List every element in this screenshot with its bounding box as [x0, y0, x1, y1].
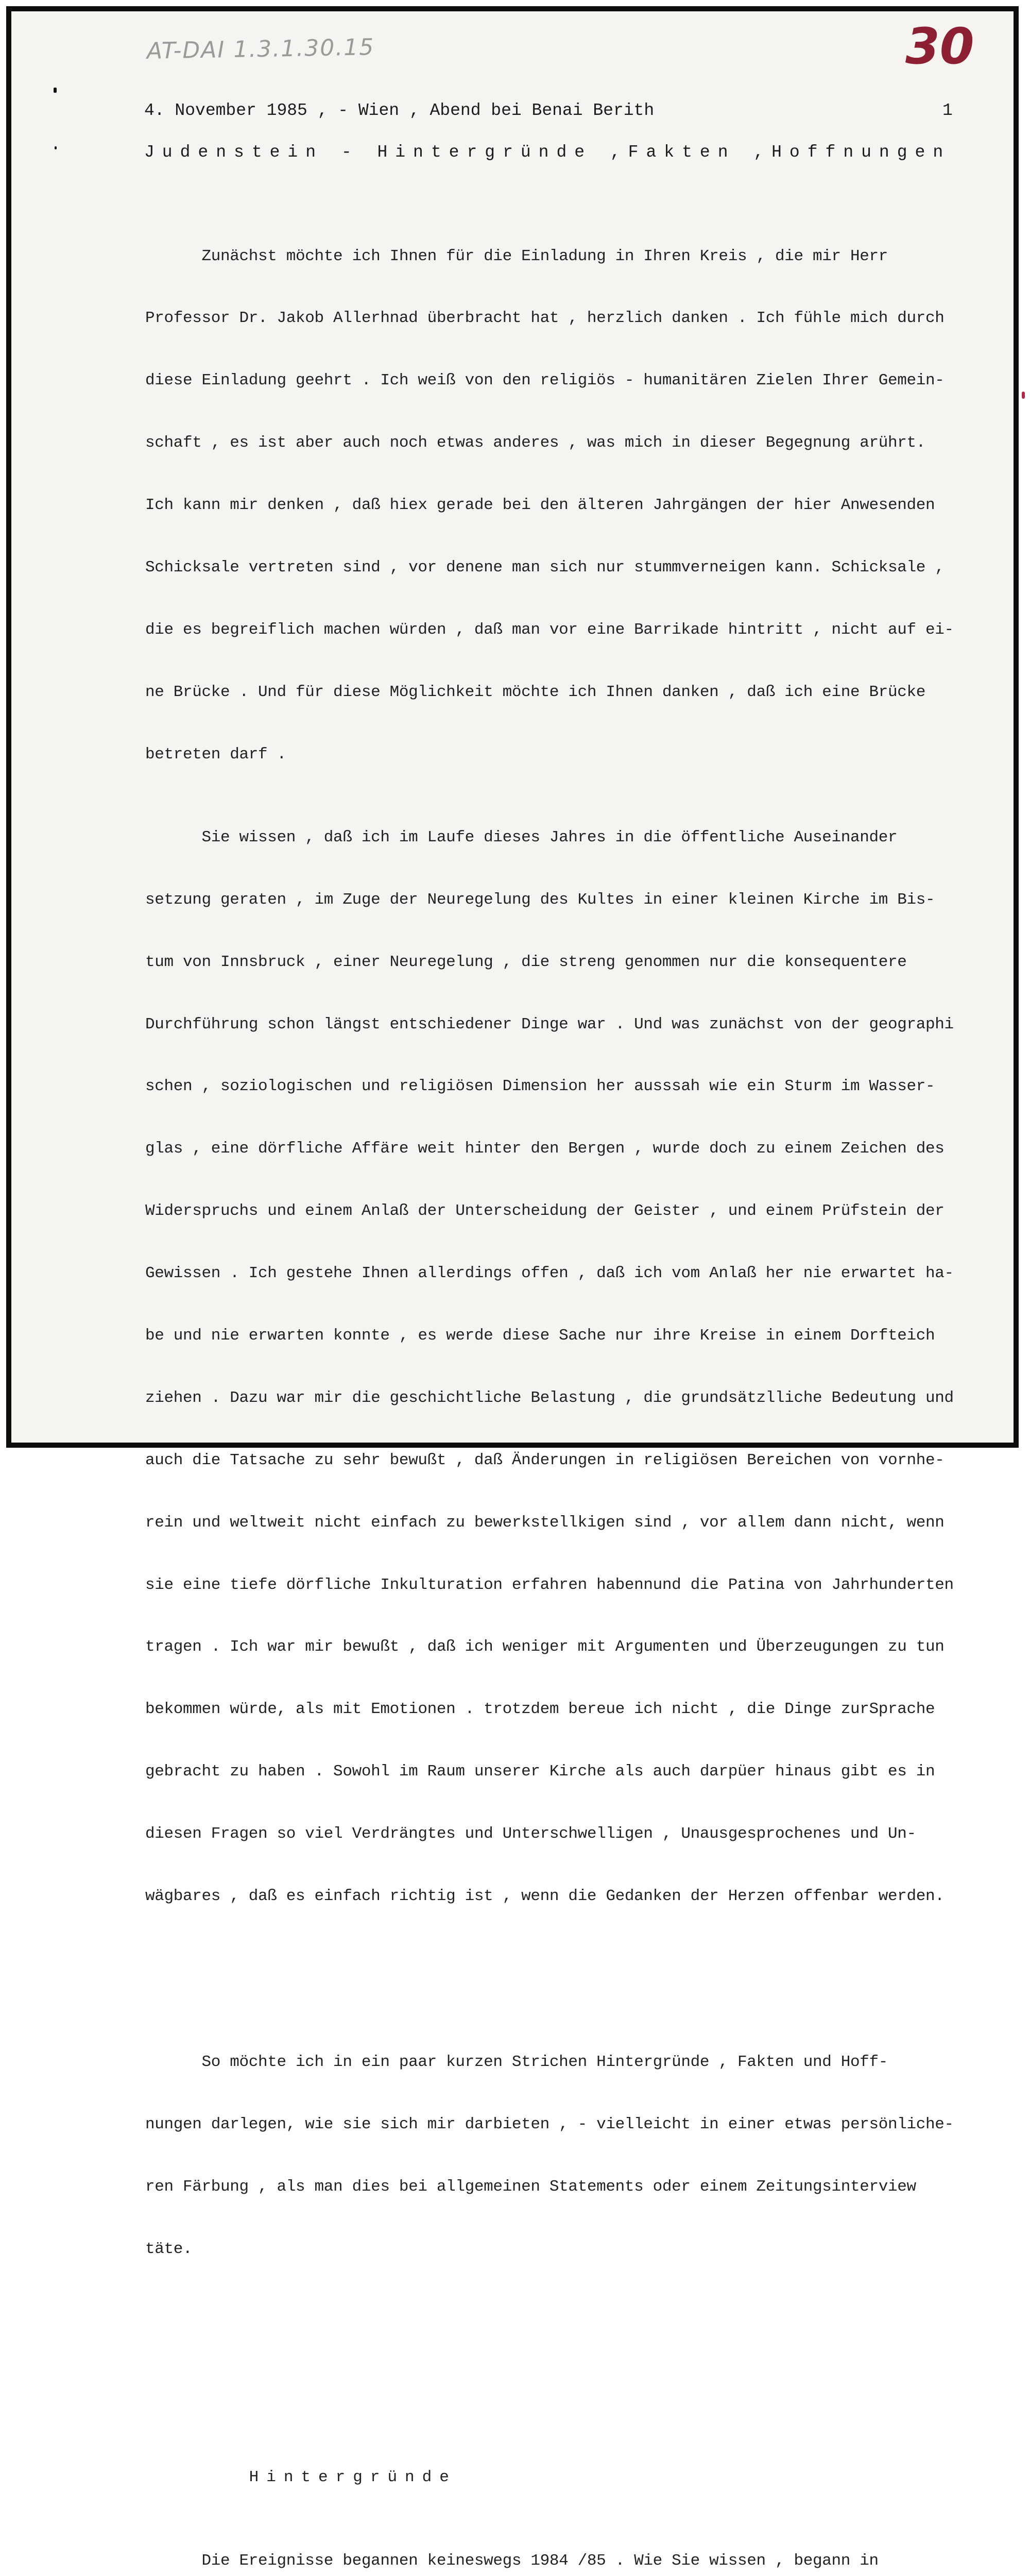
paragraph-1-line: schaft , es ist aber auch noch etwas anderes , was mich in dieser Begegnung arührt. [145, 434, 926, 452]
paragraph-1-line: betreten darf . [145, 745, 286, 764]
paragraph-1-line: Professor Dr. Jakob Allerhnad überbracht hat , herzlich danken . Ich fühle mich durch [145, 309, 945, 328]
ink-mark [1022, 392, 1025, 399]
paragraph-spacer [145, 2322, 1021, 2343]
header-page-number: 1 [942, 101, 953, 120]
paragraph-2-line: schen , soziologischen und religiösen Dimension her ausssah wie ein Sturm im Wasser- [145, 1077, 935, 1096]
paragraph-2-line: sie eine tiefe dörfliche Inkulturation erfahren habennund die Patina von Jahrhunderten [145, 1575, 954, 1594]
punch-mark [55, 146, 57, 149]
paragraph-3-line: täte. [145, 2240, 193, 2259]
paragraph-2-line: bekommen würde, als mit Emotionen . trotzdem bereue ich nicht , die Dinge zurSprache [145, 1700, 935, 1719]
paragraph-spacer [145, 1969, 1021, 1990]
paragraph-2-line: Gewissen . Ich gestehe Ihnen allerdings offen , daß ich vom Anlaß her nie erwartet ha- [145, 1264, 954, 1283]
paragraph-2-line: ziehen . Dazu war mir die geschichtliche Belastung , die grundsätzlliche Bedeutung und [145, 1388, 954, 1407]
paragraph-2-line: tragen . Ich war mir bewußt , daß ich weniger mit Argumenten und Überzeugungen zu tun [145, 1638, 945, 1656]
paragraph-3-line: ren Färbung , als man dies bei allgemeinen Statements oder einem Zeitungsinterview [145, 2178, 916, 2196]
paragraph-2-line: auch die Tatsache zu sehr bewußt , daß Änderungen in religiösen Bereichen von vornhe- [145, 1451, 945, 1469]
section-heading: Hintergründe [145, 2468, 457, 2487]
paragraph-3-line: So möchte ich in ein paar kurzen Strichen Hintergründe , Fakten und Hoff- [145, 2053, 888, 2072]
document-title: Judenstein - Hintergründe ,Fakten ,Hoffnungen [144, 143, 951, 162]
paragraph-2-line: rein und weltweit nicht einfach zu bewerkstellkigen sind , vor allem dann nicht, wenn [145, 1513, 945, 1532]
paragraph-spacer [145, 2384, 1021, 2405]
paragraph-1-line: Ich kann mir denken , daß hiex gerade bei den älteren Jahrgängen der hier Anwesenden [145, 496, 935, 515]
paragraph-1-line: Schicksale vertreten sind , vor denene man sich nur stummverneigen kann. Schicksale , [145, 558, 945, 577]
paragraph-2-line: glas , eine dörfliche Affäre weit hinter den Bergen , wurde doch zu einem Zeichen des [145, 1140, 945, 1158]
document-body [145, 205, 1021, 2576]
header-date-line: 4. November 1985 , - Wien , Abend bei Benai Berith [144, 101, 655, 120]
paragraph-2-line: Durchführung schon längst entschiedener Dinge war . Und was zunächst von der geographi [145, 1015, 954, 1033]
paragraph-2-line: wägbares , daß es einfach richtig ist , wenn die Gedanken der Herzen offenbar werden. [145, 1887, 945, 1906]
paragraph-1-line: Zunächst möchte ich Ihnen für die Einladung in Ihren Kreis , die mir Herr [145, 247, 888, 265]
paragraph-2-line: setzung geraten , im Zuge der Neuregelung des Kultes in einer kleinen Kirche im Bis- [145, 890, 935, 909]
archive-reference: AT-DAI 1.3.1.30.15 [146, 34, 375, 64]
archive-page-number: 30 [905, 18, 974, 75]
paragraph-4-line: Die Ereignisse begannen keineswegs 1984 /85 . Wie Sie wissen , begann in [145, 2551, 879, 2570]
paragraph-2-line: Widerspruchs und einem Anlaß der Unterscheidung der Geister , und einem Prüfstein der [145, 1202, 945, 1221]
paragraph-2-line: be und nie erwarten konnte , es werde diese Sache nur ihre Kreise in einem Dorfteich [145, 1327, 935, 1345]
punch-mark [54, 88, 57, 93]
paragraph-2-line: Sie wissen , daß ich im Laufe dieses Jahres in die öffentliche Auseinander [145, 828, 898, 846]
paragraph-1-line: die es begreiflich machen würden , daß man vor eine Barrikade hintritt , nicht auf ei- [145, 620, 954, 639]
paragraph-2-line: gebracht zu haben . Sowohl im Raum unserer Kirche als auch darpüer hinaus gibt es in [145, 1762, 935, 1781]
paragraph-1-line: ne Brücke . Und für diese Möglichkeit möchte ich Ihnen danken , daß ich eine Brücke [145, 683, 926, 701]
paragraph-1-line: diese Einladung geehrt . Ich weiß von den religiös - humanitären Zielen Ihrer Gemein- [145, 371, 945, 390]
paragraph-2-line: tum von Innsbruck , einer Neuregelung , die streng genommen nur die konsequentere [145, 953, 907, 971]
paragraph-3-line: nungen darlegen, wie sie sich mir darbieten , - vielleicht in einer etwas persönliche- [145, 2115, 954, 2134]
paragraph-2-line: diesen Fragen so viel Verdrängtes und Unterschwelligen , Unausgesprochenes und Un- [145, 1825, 916, 1843]
